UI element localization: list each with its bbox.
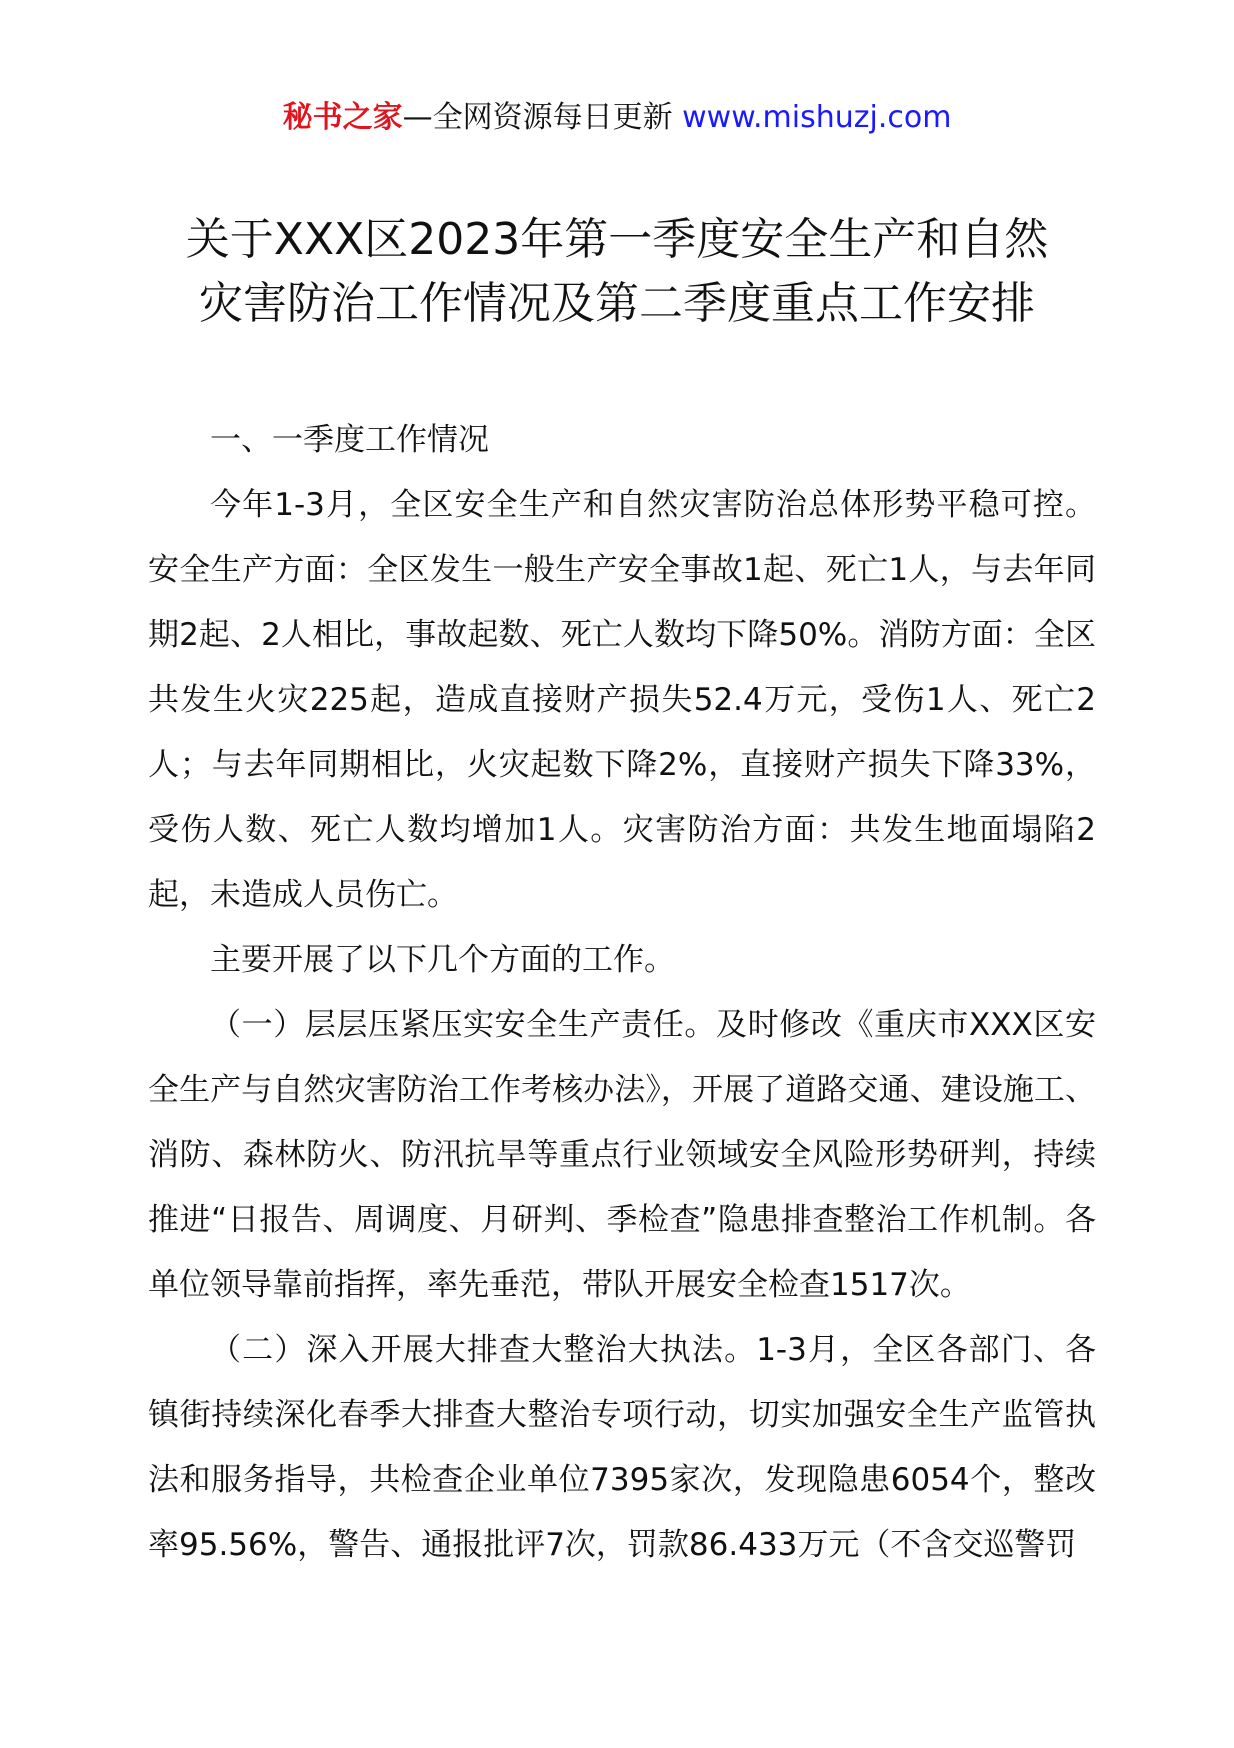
body-paragraph: 今年1-3月，全区安全生产和自然灾害防治总体形势平稳可控。安全生产方面：全区发生一般生产安全事故1起、死亡1人，与去年同期2起、2人相比，事故起数、死亡人数均下降50%。消防方面：全区共发生火灾225起，造成直接财产损失52.4万元，受伤1人、死亡2人；与去年同期相比，火灾起数下降2%，直接财产损失下降33%，受伤人数、死亡人数均增加1人。灾害防治方面：共发生地面塌陷2起，未造成人员伤亡。 bbox=[148, 487, 1096, 913]
site-slogan: —全网资源每日更新 bbox=[402, 100, 683, 135]
site-brand: 秘书之家 bbox=[282, 100, 403, 135]
section-heading: 一、一季度工作情况 bbox=[210, 422, 489, 458]
document-title-line-1: 关于XXX区2023年第一季度安全生产和自然 bbox=[185, 214, 1049, 265]
site-header bbox=[0, 98, 1234, 138]
body-paragraph: （二）深入开展大排查大整治大执法。1-3月，全区各部门、各镇街持续深化春季大排查大整治专项行动，切实加强安全生产监管执法和服务指导，共检查企业单位7395家次，发现隐患6054个，整改率95.56%，警告、通报批评7次，罚款86.433万元（不含交巡警罚 bbox=[148, 1332, 1096, 1563]
site-url-link[interactable]: www.mishuzj.com bbox=[682, 100, 952, 135]
document-body bbox=[148, 408, 1096, 1578]
body-paragraph: （一）层层压紧压实安全生产责任。及时修改《重庆市XXX区安全生产与自然灾害防治工作考核办法》，开展了道路交通、建设施工、消防、森林防火、防汛抗旱等重点行业领域安全风险形势研判，持续推进“日报告、周调度、月研判、季检查”隐患排查整治工作机制。各单位领导靠前指挥，率先垂范，带队开展安全检查1517次。 bbox=[148, 1007, 1096, 1303]
document-title bbox=[0, 208, 1234, 336]
document-title-line-2: 灾害防治工作情况及第二季度重点工作安排 bbox=[199, 278, 1035, 329]
body-paragraph: 主要开展了以下几个方面的工作。 bbox=[210, 942, 675, 978]
